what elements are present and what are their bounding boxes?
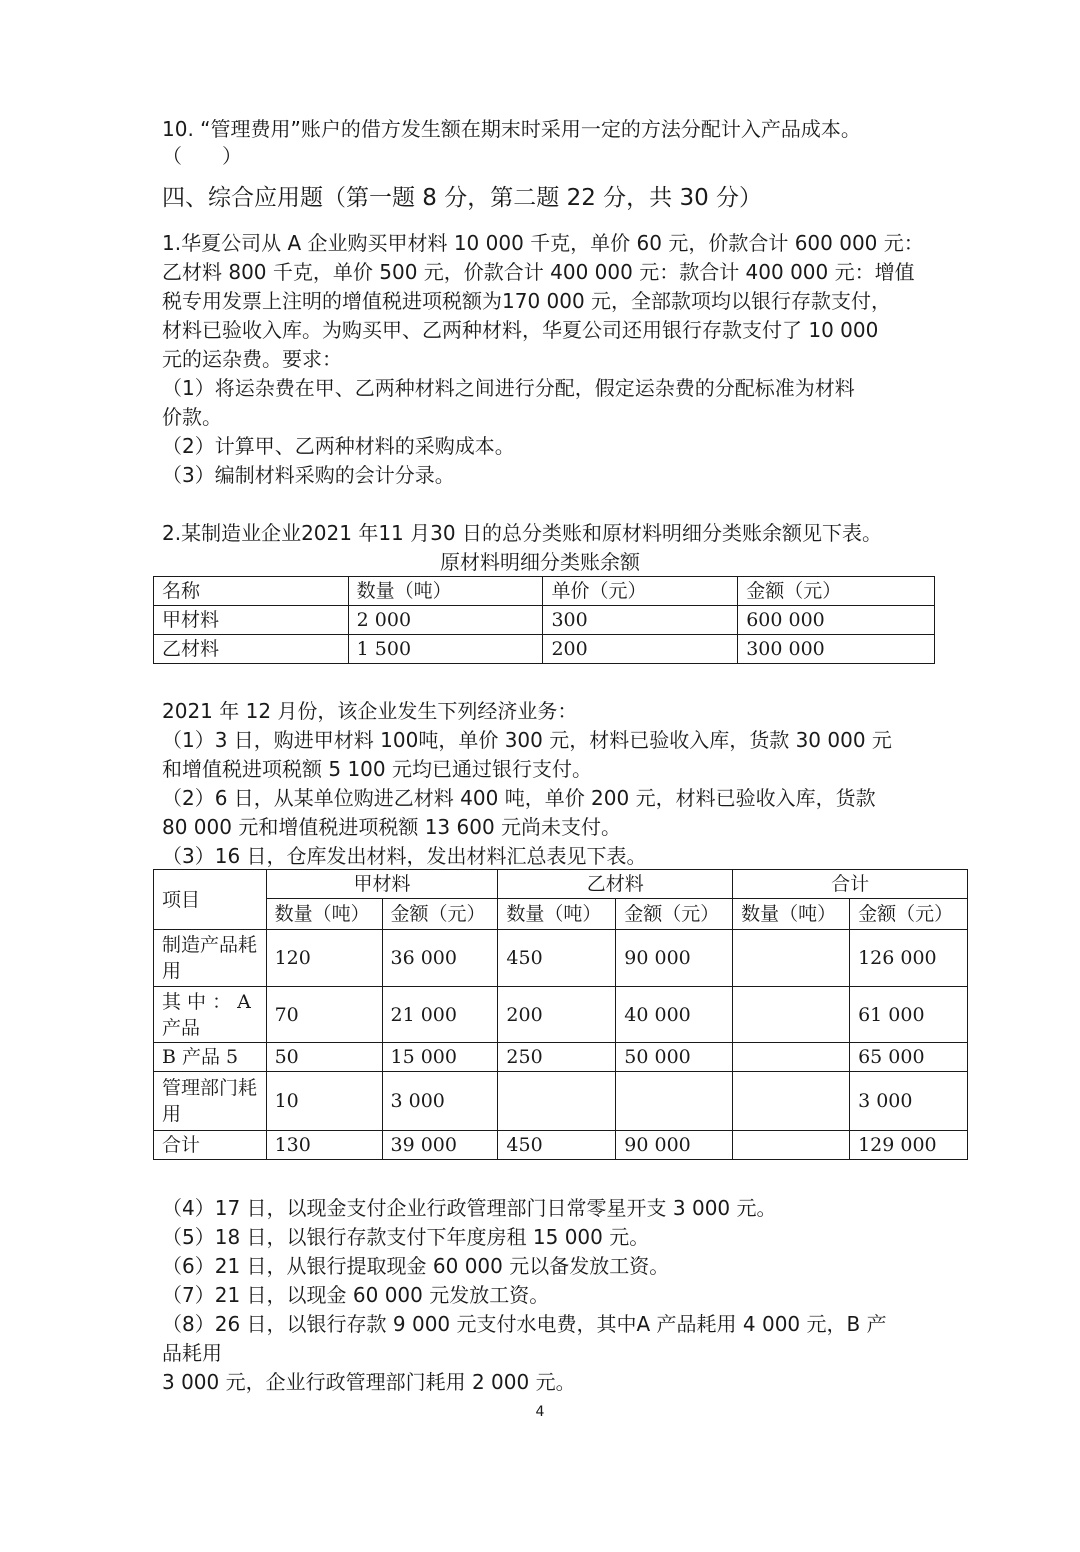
table-cell: 乙材料 [154, 635, 349, 664]
table-header-cell: 数量（吨） [266, 899, 382, 930]
table-cell [733, 1043, 850, 1072]
table-cell: 36 000 [382, 930, 498, 987]
ledger-balance-table [153, 576, 935, 664]
table-cell: 130 [266, 1131, 382, 1160]
table-row [154, 606, 935, 635]
table-cell [733, 1072, 850, 1131]
table-cell: 300 [543, 606, 738, 635]
table-cell: 39 000 [382, 1131, 498, 1160]
table-header-cell: 项目 [154, 870, 267, 930]
table-group-header: 乙材料 [498, 870, 733, 899]
p1-line: 1.华夏公司从 A 企业购买甲材料 10 000 千克，单价 60 元，价款合计 600 000 元： [162, 231, 924, 255]
table-cell: 90 000 [616, 930, 733, 987]
table-cell: 3 000 [382, 1072, 498, 1131]
table-row [154, 1072, 968, 1131]
table-cell: B 产品 5 [154, 1043, 267, 1072]
table-header-row [154, 870, 968, 899]
table-subheader-row [154, 899, 968, 930]
table-cell: 300 000 [738, 635, 935, 664]
table-cell: 2 000 [348, 606, 543, 635]
q10-answer-paren: （ ） [162, 144, 242, 168]
transaction-line: （4）17 日，以现金支付企业行政管理部门日常零星开支 3 000 元。 [162, 1196, 777, 1220]
table-cell [616, 1072, 733, 1131]
p1-line: 材料已验收入库。为购买甲、乙两种材料，华夏公司还用银行存款支付了 10 000 [162, 318, 879, 342]
table-cell: 61 000 [850, 987, 968, 1043]
table-cell: 15 000 [382, 1043, 498, 1072]
table-cell: 200 [498, 987, 616, 1043]
table-header-row [154, 577, 935, 606]
table-header-cell: 数量（吨） [733, 899, 850, 930]
transaction-line: 3 000 元，企业行政管理部门耗用 2 000 元。 [162, 1370, 576, 1394]
p1-line: （1）将运杂费在甲、乙两种材料之间进行分配，假定运杂费的分配标准为材料 [162, 376, 855, 400]
table-header-cell: 数量（吨） [498, 899, 616, 930]
table-cell [733, 1131, 850, 1160]
table-cell: 450 [498, 1131, 616, 1160]
table-cell: 450 [498, 930, 616, 987]
p1-line: （2）计算甲、乙两种材料的采购成本。 [162, 434, 515, 458]
page-number: 4 [535, 1404, 545, 1420]
p2-intro: 2.某制造业企业2021 年11 月30 日的总分类账和原材料明细分类账余额见下表。 [162, 521, 882, 545]
table-cell: 120 [266, 930, 382, 987]
dec-intro: 2021 年 12 月份，该企业发生下列经济业务： [162, 699, 578, 723]
table-header-cell: 单价（元） [543, 577, 738, 606]
transaction-line: 品耗用 [162, 1341, 222, 1365]
transaction-line: （3）16 日，仓库发出材料，发出材料汇总表见下表。 [162, 844, 647, 868]
p1-line: 乙材料 800 千克，单价 500 元，价款合计 400 000 元：款合计 400 000 元：增值 [162, 260, 915, 284]
section-heading: 四、综合应用题（第一题 8 分，第二题 22 分，共 30 分） [162, 185, 763, 211]
table-header-cell: 金额（元） [616, 899, 733, 930]
table-cell: 50 000 [616, 1043, 733, 1072]
table-cell: 10 [266, 1072, 382, 1131]
table-header-cell: 金额（元） [850, 899, 968, 930]
transaction-line: 和增值税进项税额 5 100 元均已通过银行支付。 [162, 757, 592, 781]
table-cell [733, 930, 850, 987]
p1-line: 税专用发票上注明的增值税进项税额为170 000 元，全部款项均以银行存款支付， [162, 289, 892, 313]
table-header-cell: 名称 [154, 577, 349, 606]
table-cell: 制造产品耗用 [154, 930, 267, 987]
table-cell: 其 中 ： A 产品 [154, 987, 267, 1043]
table-cell: 甲材料 [154, 606, 349, 635]
p1-line: 价款。 [162, 405, 222, 429]
table-cell: 3 000 [850, 1072, 968, 1131]
table-cell: 200 [543, 635, 738, 664]
table-cell: 1 500 [348, 635, 543, 664]
transaction-line: （5）18 日，以银行存款支付下年度房租 15 000 元。 [162, 1225, 650, 1249]
table-cell: 126 000 [850, 930, 968, 987]
transaction-line: （6）21 日，从银行提取现金 60 000 元以备发放工资。 [162, 1254, 670, 1278]
table-cell: 90 000 [616, 1131, 733, 1160]
table-cell: 65 000 [850, 1043, 968, 1072]
transaction-line: （1）3 日，购进甲材料 100吨，单价 300 元，材料已验收入库，货款 30 000 元 [162, 728, 892, 752]
table-cell: 129 000 [850, 1131, 968, 1160]
table-group-header: 合计 [733, 870, 968, 899]
material-issue-table [153, 869, 968, 1160]
table-cell: 21 000 [382, 987, 498, 1043]
transaction-line: （8）26 日，以银行存款 9 000 元支付水电费，其中A 产品耗用 4 000 元，B 产 [162, 1312, 887, 1336]
table-group-header: 甲材料 [266, 870, 498, 899]
q10-text: 10. “管理费用”账户的借方发生额在期末时采用一定的方法分配计入产品成本。 [162, 117, 861, 141]
table-header-cell: 数量（吨） [348, 577, 543, 606]
table-row [154, 635, 935, 664]
table-total-row [154, 1131, 968, 1160]
transaction-line: 80 000 元和增值税进项税额 13 600 元尚未支付。 [162, 815, 622, 839]
table-header-cell: 金额（元） [738, 577, 935, 606]
table-row [154, 1043, 968, 1072]
table1-caption: 原材料明细分类账余额 [440, 550, 640, 574]
p1-line: （3）编制材料采购的会计分录。 [162, 463, 455, 487]
table-cell: 合计 [154, 1131, 267, 1160]
table-cell: 管理部门耗用 [154, 1072, 267, 1131]
table-row [154, 930, 968, 987]
table-cell [498, 1072, 616, 1131]
table-cell: 40 000 [616, 987, 733, 1043]
table-header-cell: 金额（元） [382, 899, 498, 930]
table-cell: 250 [498, 1043, 616, 1072]
table-cell: 70 [266, 987, 382, 1043]
table-cell: 50 [266, 1043, 382, 1072]
table-cell [733, 987, 850, 1043]
p1-line: 元的运杂费。要求： [162, 347, 342, 371]
transaction-line: （7）21 日，以现金 60 000 元发放工资。 [162, 1283, 550, 1307]
table-cell: 600 000 [738, 606, 935, 635]
table-row [154, 987, 968, 1043]
transaction-line: （2）6 日，从某单位购进乙材料 400 吨，单价 200 元，材料已验收入库，货款 [162, 786, 876, 810]
